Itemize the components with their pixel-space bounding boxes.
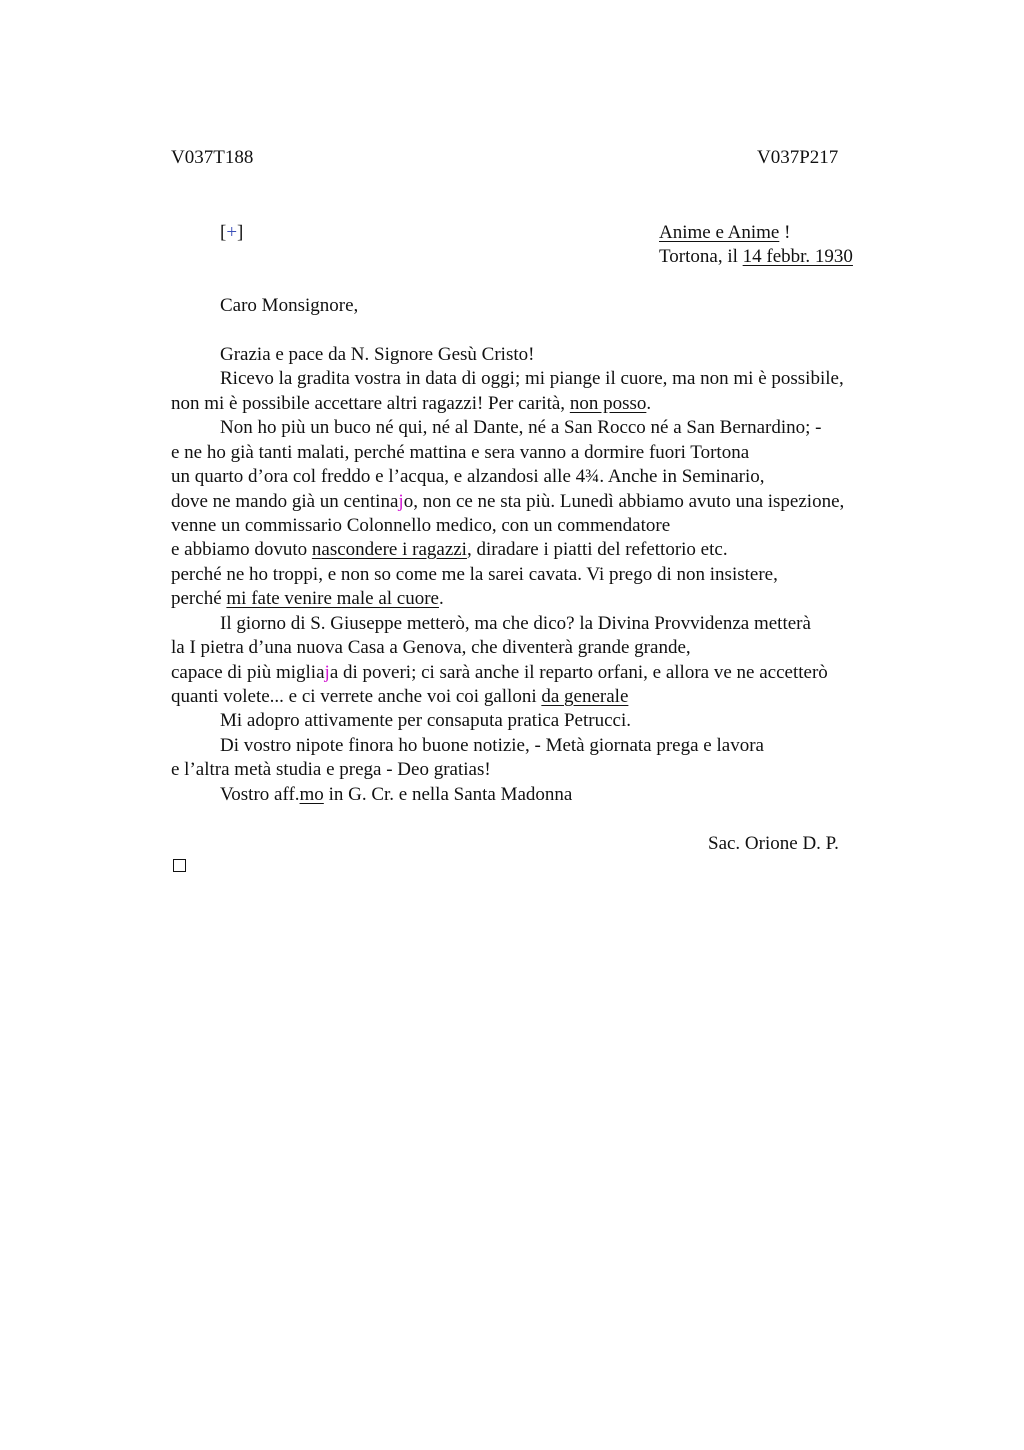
- body-text-segment: , diradare i piatti del refettorio etc.: [466, 539, 728, 560]
- underlined-phrase: non posso: [569, 393, 647, 414]
- document-code-left: V037T188: [171, 147, 254, 168]
- underlined-phrase: mi fate venire male al cuore: [226, 588, 439, 609]
- body-text-segment: .: [438, 588, 444, 609]
- body-line: [171, 392, 651, 416]
- salutation: Caro Monsignore,: [220, 295, 359, 316]
- closing-line: [220, 783, 572, 807]
- signature: Sac. Orione D. P.: [708, 833, 839, 854]
- body-line: perché ne ho troppi, e non so come me la sarei cavata. Vi prego di non insistere,: [171, 564, 778, 585]
- body-line: venne un commissario Colonnello medico, con un commendatore: [171, 515, 671, 536]
- underlined-phrase: nascondere i ragazzi: [311, 539, 467, 560]
- underlined-abbreviation: mo: [299, 784, 324, 805]
- underlined-phrase: da generale: [541, 686, 629, 707]
- body-line: Il giorno di S. Giuseppe metterò, ma che dico? la Divina Provvidenza metterà: [220, 613, 811, 634]
- body-text-segment: perché: [171, 588, 227, 609]
- document-code-right: V037P217: [757, 147, 839, 168]
- place-date: [659, 245, 853, 269]
- cross-icon: +: [226, 222, 238, 243]
- body-line: [171, 587, 444, 611]
- body-text-segment: capace di più miglia: [171, 662, 325, 683]
- body-line: [171, 661, 828, 685]
- place-label: Tortona, il: [659, 246, 743, 267]
- end-marker-box-icon: [173, 859, 186, 872]
- body-line: Grazia e pace da N. Signore Gesù Cristo!: [220, 344, 535, 365]
- motto-suffix: !: [779, 222, 791, 243]
- body-text-segment: dove ne mando già un centina: [171, 491, 399, 512]
- cross-mark: [220, 221, 243, 245]
- cross-open-bracket: [: [220, 222, 227, 243]
- body-line: Ricevo la gradita vostra in data di oggi; mi piange il cuore, ma non mi è possibile,: [220, 368, 844, 389]
- letter-date: 14 febbr. 1930: [742, 246, 853, 267]
- body-line: Di vostro nipote finora ho buone notizie, - Metà giornata prega e lavora: [220, 735, 764, 756]
- body-line: e l’altra metà studia e prega - Deo gratias!: [171, 759, 491, 780]
- body-text-segment: Vostro aff.: [220, 784, 300, 805]
- motto-text: Anime e Anime: [659, 222, 780, 243]
- body-line: un quarto d’ora col freddo e l’acqua, e alzandosi alle 4¾. Anche in Seminario,: [171, 466, 765, 487]
- body-line: Non ho più un buco né qui, né al Dante, né a San Rocco né a San Bernardino; -: [220, 417, 822, 438]
- motto: [659, 221, 790, 245]
- body-line: [171, 685, 628, 709]
- body-line: Mi adopro attivamente per consaputa pratica Petrucci.: [220, 710, 631, 731]
- editorial-letter: j: [398, 491, 404, 512]
- editorial-letter: j: [324, 662, 330, 683]
- body-line: e ne ho già tanti malati, perché mattina e sera vanno a dormire fuori Tortona: [171, 442, 750, 463]
- cross-close-bracket: ]: [237, 222, 244, 243]
- body-line: [171, 538, 728, 562]
- body-line: [171, 490, 844, 514]
- body-text-segment: o, non ce ne sta più. Lunedì abbiamo avuto una ispezione,: [403, 491, 845, 512]
- body-text-segment: a di poveri; ci sarà anche il reparto orfani, e allora ve ne accetterò: [329, 662, 828, 683]
- body-text-segment: quanti volete... e ci verrete anche voi coi galloni: [171, 686, 542, 707]
- body-text-segment: .: [646, 393, 652, 414]
- body-text-segment: e abbiamo dovuto: [171, 539, 312, 560]
- body-text-segment: non mi è possibile accettare altri ragazzi! Per carità,: [171, 393, 570, 414]
- body-line: la I pietra d’una nuova Casa a Genova, che diventerà grande grande,: [171, 637, 691, 658]
- body-text-segment: in G. Cr. e nella Santa Madonna: [323, 784, 573, 805]
